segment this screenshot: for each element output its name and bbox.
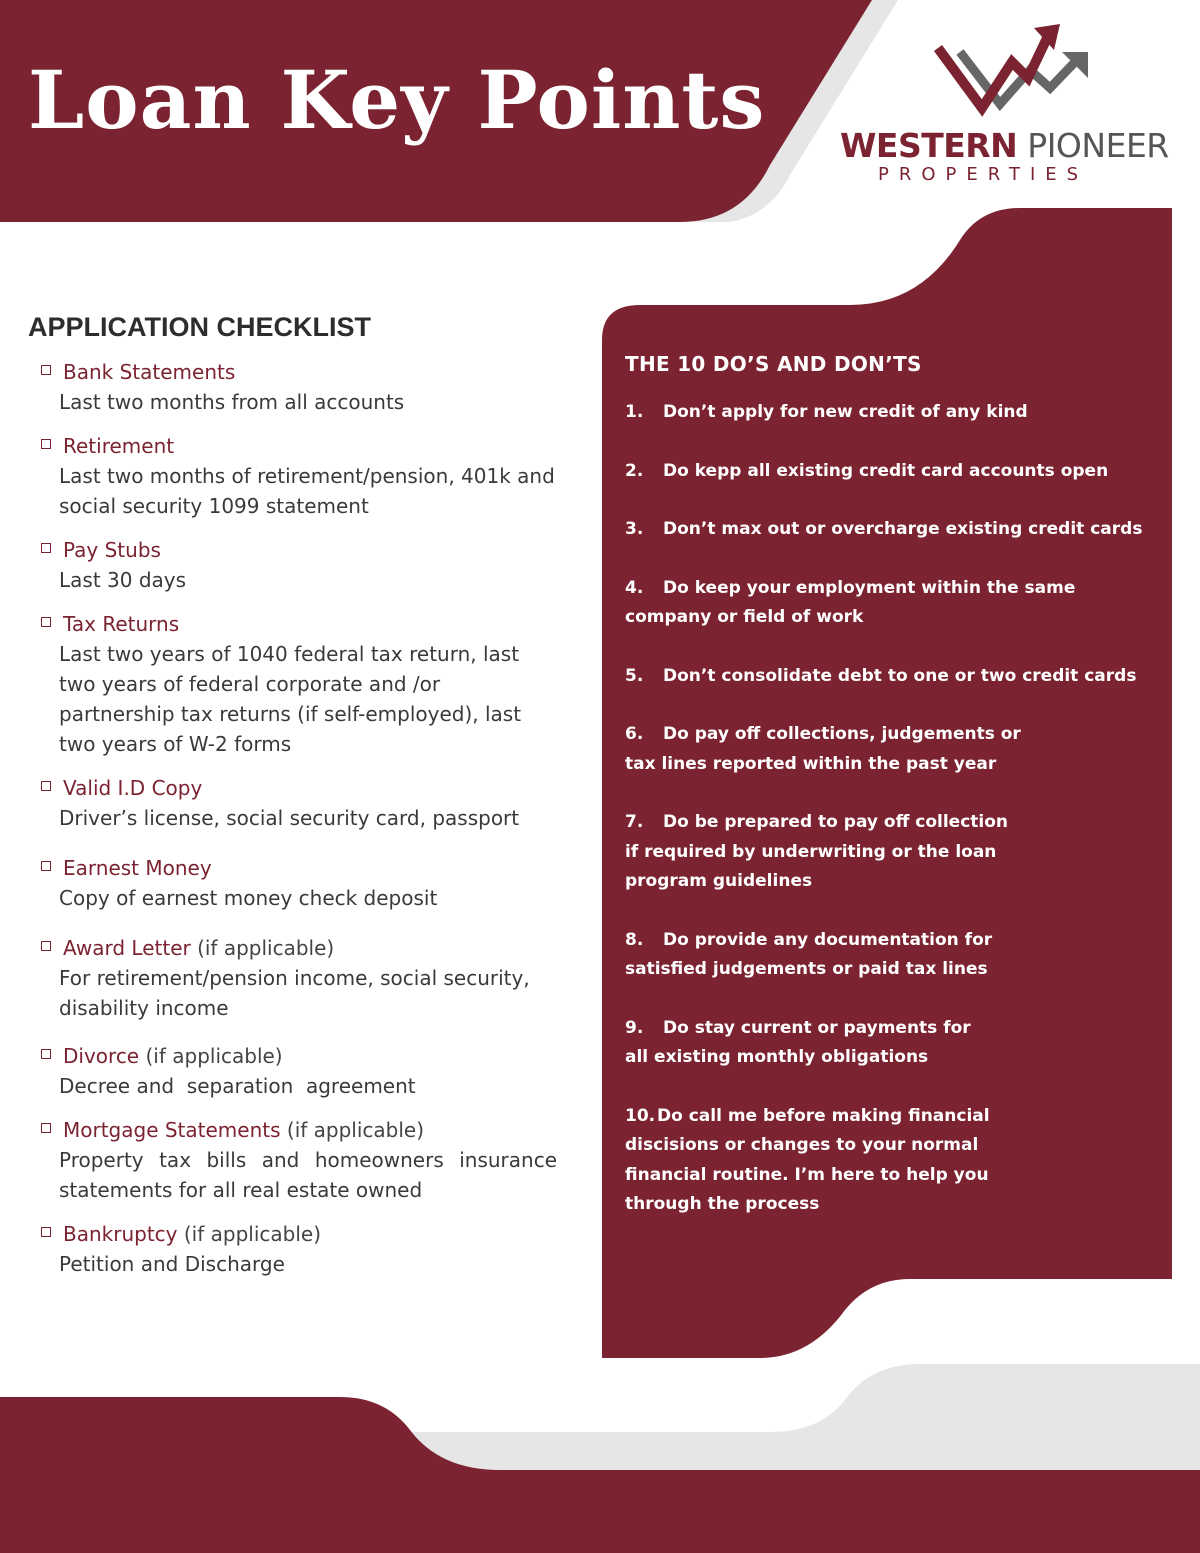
dos-item-text: Do kepp all existing credit card accounts open	[663, 460, 1109, 481]
checklist-item-label: Award Letter	[63, 936, 191, 960]
checklist-item-desc: Last 30 days	[59, 568, 187, 592]
dos-item	[625, 398, 1165, 428]
checklist-item-mortgage-statements	[28, 1115, 568, 1205]
dos-item-text: Don’t apply for new credit of any kind	[663, 402, 1028, 422]
dos-and-donts	[625, 352, 1165, 1249]
logo-wordmark	[840, 126, 1185, 165]
checkbox-icon	[41, 617, 51, 627]
dos-item	[625, 720, 1025, 779]
dos-item	[625, 1102, 1055, 1220]
dos-title: THE 10 DO’S AND DON’TS	[625, 352, 922, 376]
logo-subtitle: PROPERTIES	[878, 164, 1089, 185]
checklist-title: APPLICATION CHECKLIST	[28, 312, 371, 342]
dos-items	[625, 398, 1165, 1220]
checklist-item-label: Tax Returns	[63, 612, 180, 636]
logo-name-pioneer: PIONEER	[1027, 126, 1169, 165]
checkbox-icon	[41, 861, 51, 871]
dos-item-text: Do keep your employment within the same company or field of work	[625, 577, 1076, 627]
dos-item	[625, 515, 1165, 545]
dos-item-number: 2.	[625, 460, 644, 481]
dos-item-number: 9.	[625, 1017, 644, 1038]
dos-item	[625, 926, 995, 985]
checklist-item-label: Bankruptcy	[63, 1222, 178, 1246]
checklist-item-award-letter	[28, 933, 568, 1023]
dos-item	[625, 662, 1165, 692]
checklist-item-desc: Driver’s license, social security card, passport	[59, 806, 520, 830]
checklist-item-label: Divorce	[63, 1044, 140, 1068]
dos-item	[625, 1014, 995, 1073]
checklist-item-retirement	[28, 431, 568, 521]
dos-item-text: Do call me before making financial discisions or changes to your normal financial routine. I’m here to help you through the process	[625, 1105, 990, 1214]
application-checklist	[28, 312, 568, 1293]
dos-item-number: 4.	[625, 577, 644, 598]
page-title: Loan Key Points	[28, 53, 766, 147]
checklist-item-label: Bank Statements	[63, 360, 236, 384]
dos-item-number: 7.	[625, 812, 644, 832]
checklist-item-note: (if applicable)	[139, 1044, 283, 1068]
checklist-item-desc: Petition and Discharge	[59, 1252, 285, 1276]
checklist-items	[28, 357, 568, 1279]
checklist-item-note: (if applicable)	[280, 1118, 425, 1142]
dos-item-text: Don’t consolidate debt to one or two credit cards	[663, 665, 1137, 686]
checkbox-icon	[41, 1227, 51, 1237]
checkbox-icon	[41, 365, 51, 375]
checklist-item-label: Mortgage Statements	[63, 1118, 281, 1142]
checklist-item-note: (if applicable)	[177, 1222, 322, 1246]
dos-item-number: 1.	[625, 402, 644, 422]
checklist-item-label: Earnest Money	[63, 856, 212, 880]
checklist-item-label: Valid I.D Copy	[63, 776, 203, 800]
dos-item	[625, 574, 1165, 633]
dos-item-text: Do stay current or payments for all existing monthly obligations	[625, 1017, 971, 1067]
checkbox-icon	[41, 1049, 51, 1059]
dos-item-text: Do pay off collections, judgements or tax lines reported within the past year	[625, 724, 1021, 774]
logo-name-western: WESTERN	[840, 126, 1018, 165]
checkbox-icon	[41, 781, 51, 791]
checklist-item-note: (if applicable)	[190, 936, 335, 960]
checklist-item-label: Retirement	[63, 434, 175, 458]
checklist-item-bankruptcy	[28, 1219, 568, 1279]
checkbox-icon	[41, 1123, 51, 1133]
dos-item-number: 3.	[625, 519, 644, 539]
dos-item-number: 6.	[625, 724, 644, 744]
dos-item	[625, 808, 1025, 897]
checklist-item-desc: Last two years of 1040 federal tax return, last two years of federal corporate and /or partnership tax returns (if self-employed), last two years of W-2 forms	[59, 642, 522, 756]
dos-item-text: Do be prepared to pay off collection if required by underwriting or the loan program guidelines	[625, 812, 1009, 891]
checklist-item-desc: Decree and separation agreement	[59, 1074, 416, 1098]
checklist-item-valid-id	[28, 773, 568, 833]
checklist-item-bank-statements	[28, 357, 568, 417]
checklist-item-desc: For retirement/pension income, social security, disability income	[59, 966, 530, 1020]
checklist-item-desc: Copy of earnest money check deposit	[59, 886, 438, 910]
checklist-item-divorce	[28, 1041, 568, 1101]
dos-item-number: 8.	[625, 929, 644, 950]
checklist-item-desc: Last two months of retirement/pension, 401k and social security 1099 statement	[59, 464, 555, 518]
checklist-item-earnest-money	[28, 853, 568, 913]
checklist-item-label: Pay Stubs	[63, 538, 161, 562]
checkbox-icon	[41, 941, 51, 951]
checklist-item-pay-stubs	[28, 535, 568, 595]
dos-item-text: Do provide any documentation for satisfied judgements or paid tax lines	[625, 929, 993, 979]
dos-item-number: 5.	[625, 665, 644, 686]
checkbox-icon	[41, 543, 51, 553]
checklist-item-tax-returns	[28, 609, 568, 759]
dos-item-text: Don’t max out or overcharge existing credit cards	[663, 519, 1143, 539]
checklist-item-desc: Property tax bills and homeowners insurance statements for all real estate owned	[59, 1148, 557, 1202]
checklist-item-desc: Last two months from all accounts	[59, 390, 405, 414]
dos-item	[625, 457, 1165, 487]
checkbox-icon	[41, 439, 51, 449]
dos-item-number: 10.	[625, 1105, 656, 1126]
company-logo	[830, 22, 1180, 192]
rising-arrows-logo-icon	[930, 22, 1100, 122]
